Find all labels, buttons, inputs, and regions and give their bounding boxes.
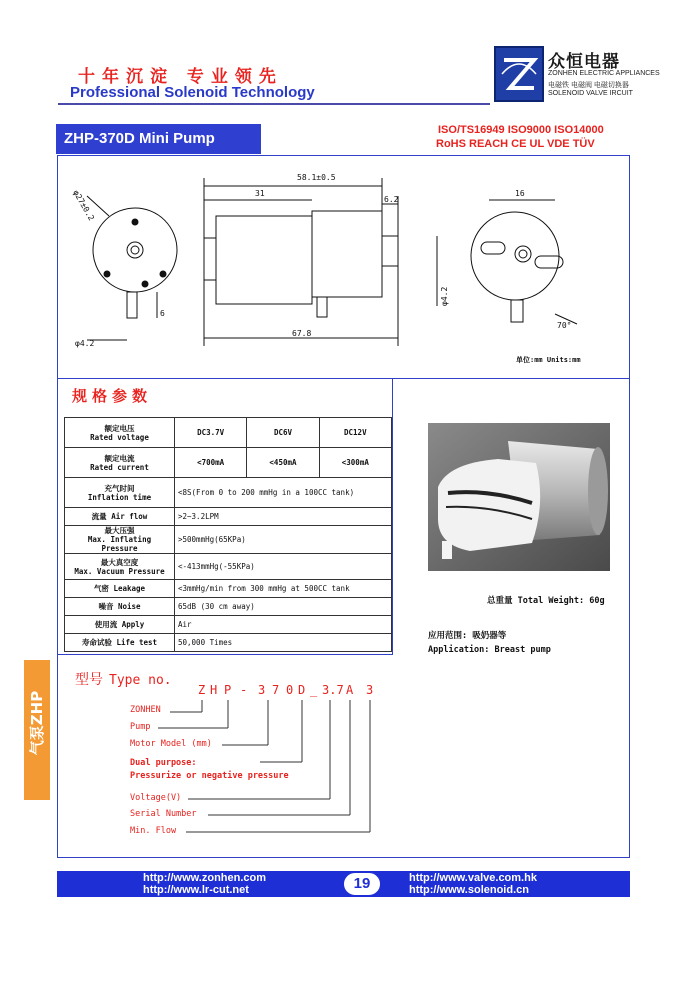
table-row: [65, 598, 392, 616]
application-cn: 应用范围: 吸奶器等: [428, 631, 507, 641]
spec-label: 额定电压 Rated voltage: [65, 418, 175, 448]
certifications-line-2: RoHS REACH CE UL VDE TÜV: [436, 138, 595, 150]
spec-value: DC6V: [247, 418, 319, 448]
certifications-line-1: ISO/TS16949 ISO9000 ISO14000: [438, 124, 604, 136]
spec-value: 50,000 Times: [175, 634, 392, 652]
total-weight: 总重量 Total Weight: 60g: [487, 596, 605, 606]
dim-overall: 58.1±0.5: [297, 173, 336, 182]
spec-label: 充气时间 Inflation time: [65, 478, 175, 508]
dim-6-2: 6.2: [384, 195, 399, 204]
spec-value: 65dB (30 cm away): [175, 598, 392, 616]
spec-label: 使用流 Apply: [65, 616, 175, 634]
type-label-dual-1: Dual purpose:: [130, 758, 197, 768]
table-row: [65, 634, 392, 652]
title-bar: [56, 124, 616, 154]
units-note: 单位:mm Units:mm: [516, 356, 581, 364]
slogan-en: Professional Solenoid Technology: [70, 84, 315, 101]
code-char: D: [298, 683, 306, 697]
spec-value: <700mA: [175, 448, 247, 478]
product-photo: [428, 423, 610, 571]
table-row: [65, 580, 392, 598]
technical-drawing: [57, 156, 630, 378]
dim-16: 16: [515, 189, 525, 198]
table-row: [65, 448, 392, 478]
dim-angle: 70°: [557, 321, 572, 330]
footer-link-valve[interactable]: http://www.valve.com.hk: [409, 872, 537, 884]
footer-bar: [57, 871, 630, 897]
spec-heading: 规格参数: [72, 387, 153, 405]
code-char: 7: [272, 683, 280, 697]
type-no-label: 型号 Type no.: [75, 672, 172, 688]
dim-dia-4-2-left: φ4.2: [75, 339, 95, 348]
title-banner: [56, 124, 261, 154]
spec-value: <-413mmHg(-55KPa): [175, 554, 392, 580]
type-label-flow: Min. Flow: [130, 826, 177, 836]
dim-31: 31: [255, 189, 265, 198]
logo-company-cn: 众恒电器: [548, 52, 620, 72]
logo-line-1: ZONHEN ELECTRIC APPLIANCES: [548, 70, 660, 77]
spec-label: 最大压强 Max. Inflating Pressure: [65, 526, 175, 554]
side-tab-label: 气泵ZHP: [28, 690, 46, 756]
spec-label: 额定电流 Rated current: [65, 448, 175, 478]
table-row: [65, 508, 392, 526]
dim-67-8: 67.8: [292, 329, 312, 338]
spec-table: [64, 417, 392, 652]
dim-6: 6: [160, 309, 165, 318]
spec-label: 最大真空度 Max. Vacuum Pressure: [65, 554, 175, 580]
application-en: Application: Breast pump: [428, 645, 551, 655]
table-row: [65, 418, 392, 448]
table-row: [65, 616, 392, 634]
logo-badge: [494, 46, 544, 102]
spec-value: <450mA: [247, 448, 319, 478]
code-char: P: [224, 683, 232, 697]
spec-value: <3mmHg/min from 300 mmHg at 500CC tank: [175, 580, 392, 598]
code-char: 3.7: [322, 683, 344, 697]
spec-value: <300mA: [319, 448, 391, 478]
dim-dia-4-2-right: φ4.2: [440, 286, 449, 306]
code-char: H: [210, 683, 218, 697]
divider-horizontal: [57, 378, 630, 379]
type-label-pump: Pump: [130, 722, 151, 732]
spec-label: 寿命试验 Life test: [65, 634, 175, 652]
table-row: [65, 478, 392, 508]
page-number: 19: [342, 871, 382, 897]
spec-value: Air: [175, 616, 392, 634]
type-label-motor: Motor Model (mm): [130, 739, 212, 749]
company-logo: [494, 46, 660, 102]
spec-value: >500mmHg(65KPa): [175, 526, 392, 554]
dim-dia-27: φ27±0.2: [71, 188, 96, 223]
divider-vertical: [392, 378, 393, 654]
spec-value: >2~3.2LPM: [175, 508, 392, 526]
code-char: Z: [198, 683, 206, 697]
type-label-dual-2: Pressurize or negative pressure: [130, 771, 289, 781]
product-title: ZHP-370D Mini Pump: [64, 130, 215, 147]
spec-value: <8S(From 0 to 200 mmHg in a 100CC tank): [175, 478, 392, 508]
code-char: 3: [366, 683, 374, 697]
table-row: [65, 554, 392, 580]
spec-label: 流量 Air flow: [65, 508, 175, 526]
code-char: 0: [286, 683, 294, 697]
type-label-serial: Serial Number: [130, 809, 197, 819]
code-char: _: [310, 683, 318, 697]
spec-label: 噪音 Noise: [65, 598, 175, 616]
logo-line-3: SOLENOID VALVE IRCUIT: [548, 90, 633, 97]
divider-horizontal-2: [57, 654, 393, 655]
header-divider: [58, 103, 490, 105]
spec-label: 气密 Leakage: [65, 580, 175, 598]
footer-link-solenoid[interactable]: http://www.solenoid.cn: [409, 884, 529, 896]
footer-link-zonhen[interactable]: http://www.zonhen.com: [143, 872, 267, 884]
code-char: 3: [258, 683, 266, 697]
type-label-voltage: Voltage(V): [130, 793, 182, 803]
code-char: -: [240, 683, 248, 697]
footer-link-lr-cut[interactable]: http://www.lr-cut.net: [143, 884, 249, 896]
table-row: [65, 526, 392, 554]
logo-line-2: 电磁铁 电磁阀 电磁切换器: [548, 82, 629, 89]
spec-value: DC3.7V: [175, 418, 247, 448]
slogan-cn: 十年沉淀 专业领先: [78, 67, 283, 87]
spec-value: DC12V: [319, 418, 391, 448]
code-char: A: [346, 683, 354, 697]
type-label-zonhen: ZONHEN: [130, 705, 161, 715]
